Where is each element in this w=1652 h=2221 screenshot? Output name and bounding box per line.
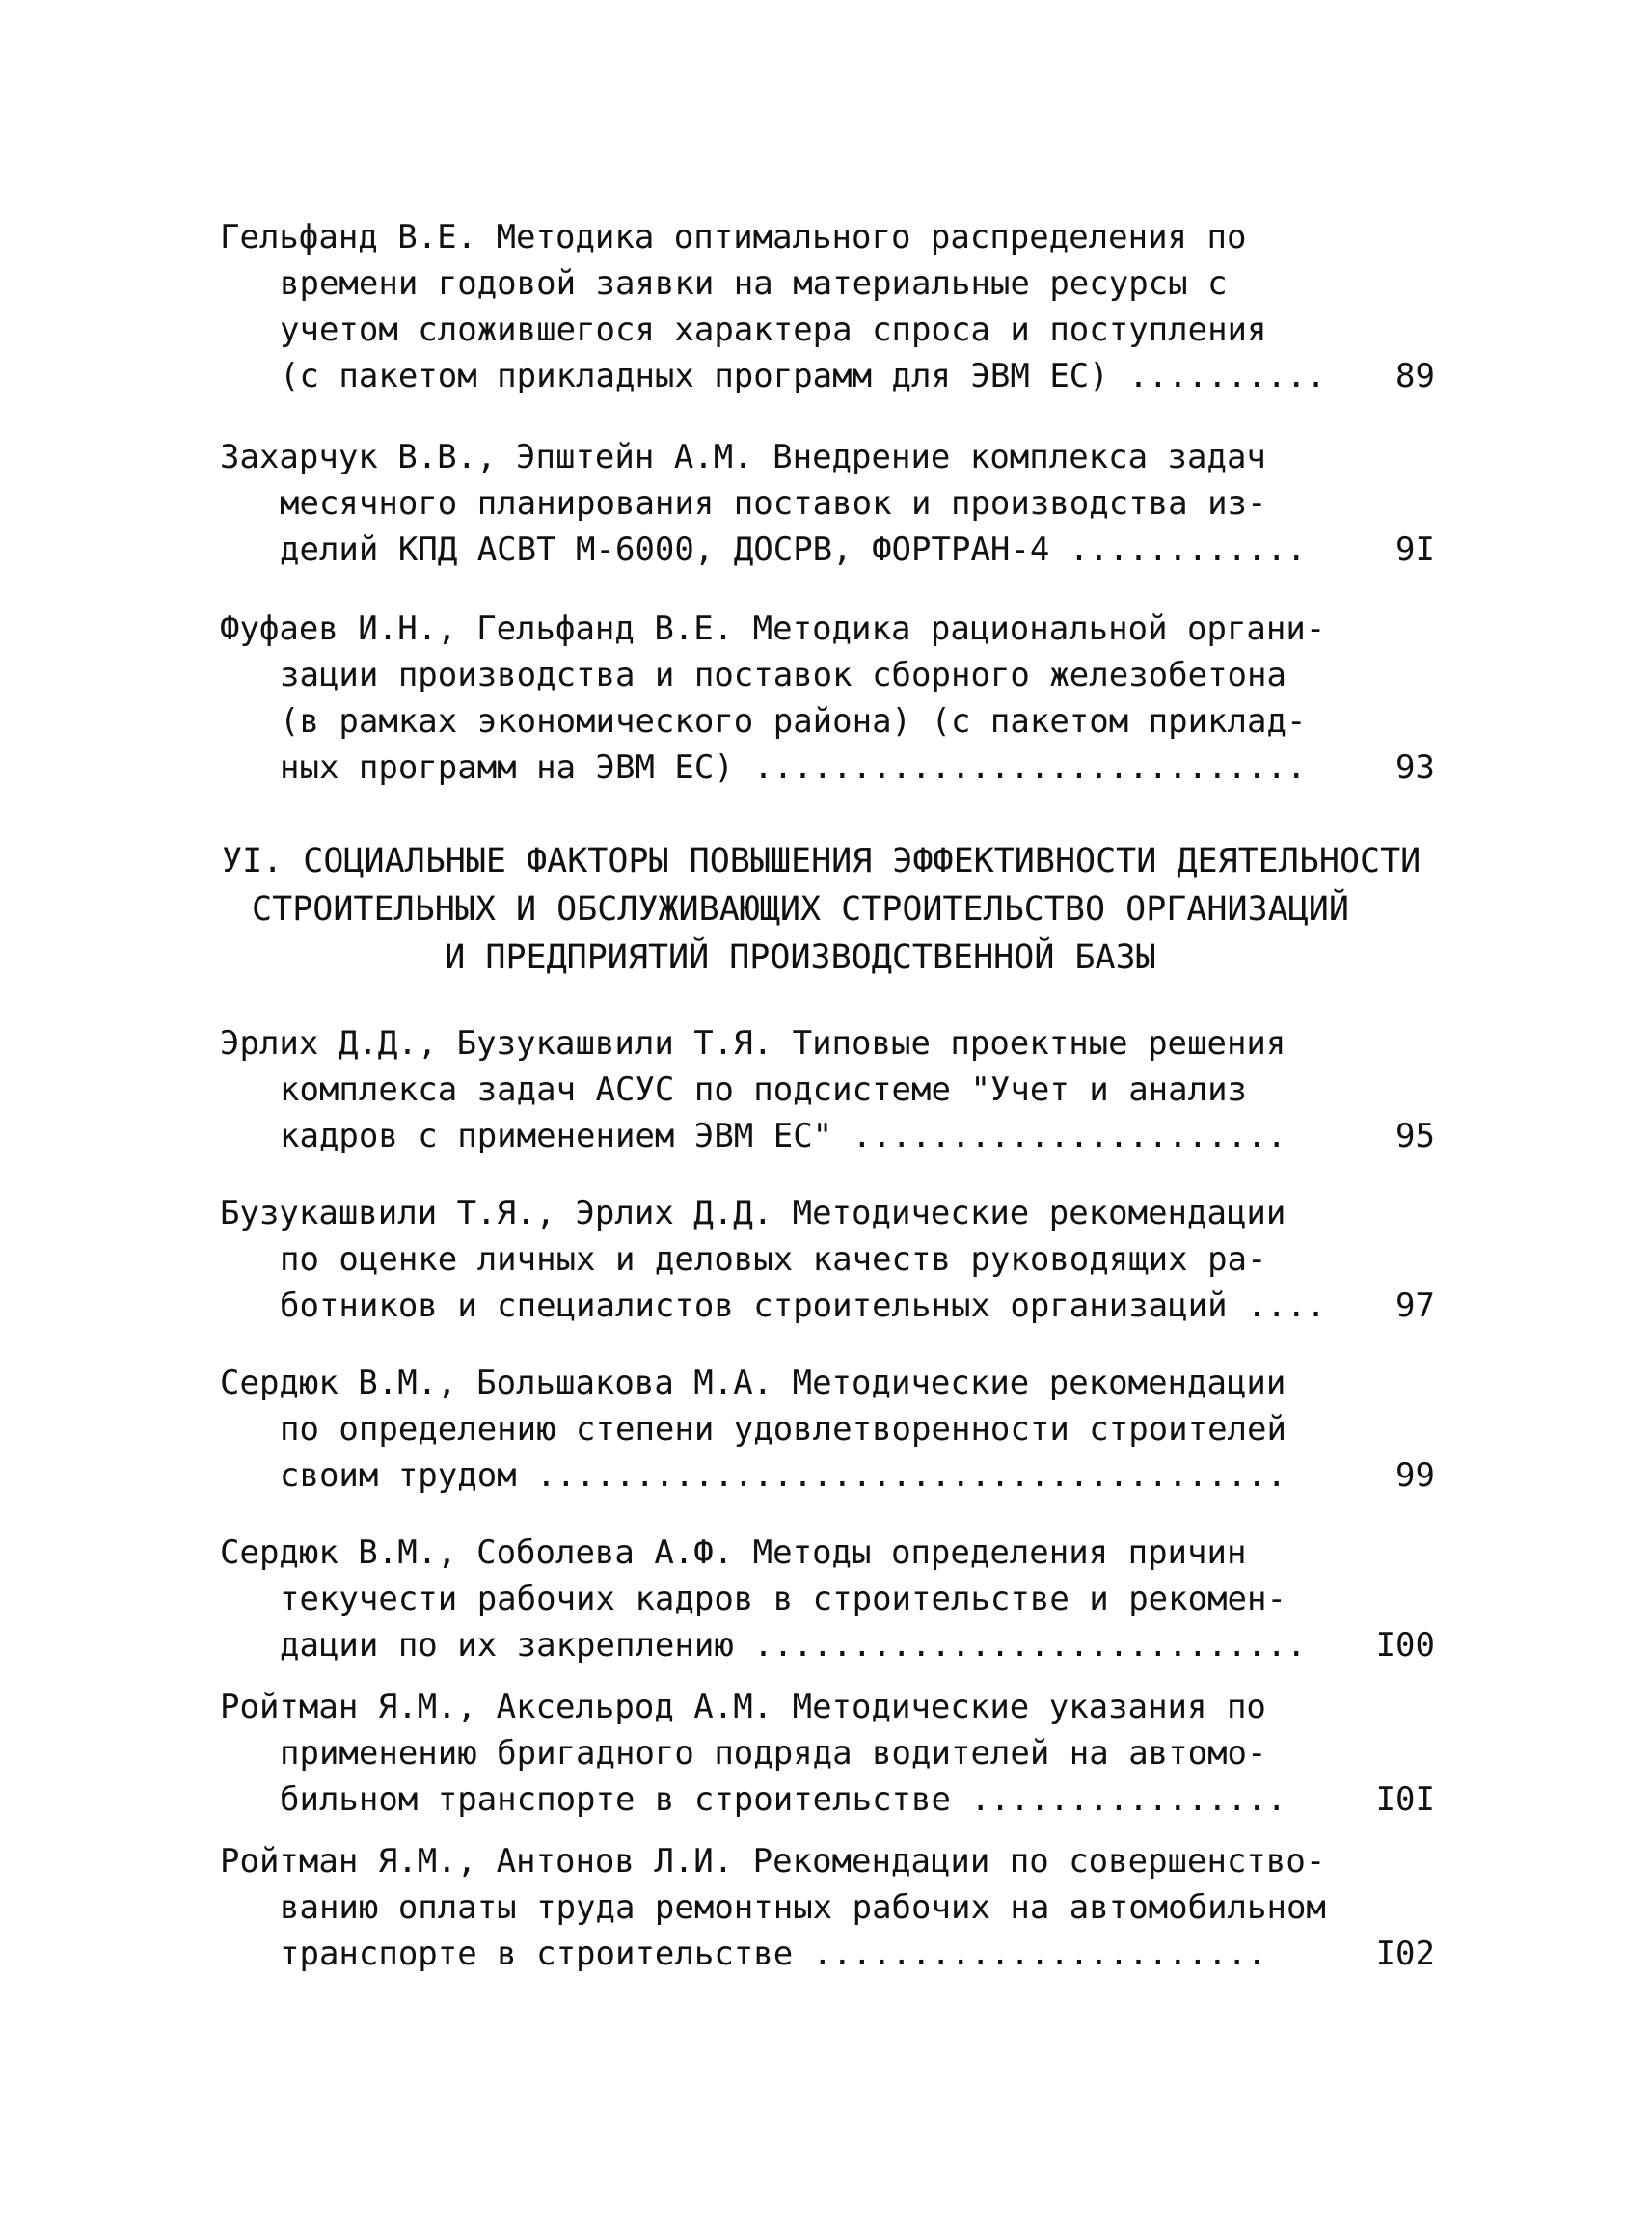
page-number: I0I (1375, 1780, 1435, 1819)
entry-line: зации производства и поставок сборного железобетона (280, 656, 1286, 694)
entry-line (220, 1113, 1435, 1159)
entry-line: учетом сложившегося характера спроса и поступления (280, 311, 1267, 349)
entry-line: по определению степени удовлетворенности строителей (280, 1410, 1286, 1449)
toc-entry-roitman-2 (220, 1838, 1435, 1977)
entry-line: по оценке личных и деловых качеств руководящих ра- (280, 1240, 1267, 1279)
page-number: I02 (1375, 1935, 1435, 1973)
toc-entry-buzukashvili (220, 1190, 1435, 1329)
entry-line-text: своим трудом ...................................... (280, 1456, 1286, 1495)
entry-line-text: (с пакетом прикладных программ для ЭВМ ЕС) .......... (280, 357, 1326, 395)
entry-line (220, 527, 1435, 573)
toc-entry-gelfand (220, 214, 1435, 399)
page-number: I00 (1375, 1626, 1435, 1665)
entry-line: (в рамках экономического района) (с пакетом приклад- (280, 702, 1307, 741)
toc-entry-serdyuk-1 (220, 1360, 1435, 1499)
section-heading-line: СТРОИТЕЛЬНЫХ И ОБСЛУЖИВАЮЩИХ СТРОИТЕЛЬСТВО ОРГАНИЗАЦИЙ (252, 890, 1349, 929)
entry-line: времени годовой заявки на материальные ресурсы с (280, 264, 1228, 303)
entry-line-text: транспорте в строительстве ....................... (280, 1935, 1267, 1973)
entry-line: ванию оплаты труда ремонтных рабочих на автомобильном (280, 1888, 1326, 1927)
section-heading-line: И ПРЕДПРИЯТИЙ ПРОИЗВОДСТВЕННОЙ БАЗЫ (445, 938, 1156, 977)
page-number: 93 (1395, 748, 1435, 787)
page-number: 99 (1395, 1456, 1435, 1495)
section-heading (222, 837, 1422, 982)
entry-line-text: ных программ на ЭВМ ЕС) ............................ (280, 748, 1307, 787)
entry-line (220, 1931, 1435, 1977)
entry-line (220, 1622, 1435, 1668)
section-heading-line: УI. СОЦИАЛЬНЫЕ ФАКТОРЫ ПОВЫШЕНИЯ ЭФФЕКТИВНОСТИ ДЕЯТЕЛЬНОСТИ (222, 842, 1422, 880)
toc-entry-roitman-1 (220, 1684, 1435, 1823)
toc-entry-serdyuk-2 (220, 1530, 1435, 1668)
entry-line (220, 1283, 1435, 1329)
entry-line: текучести рабочих кадров в строительстве и рекомен- (280, 1580, 1286, 1618)
entry-line (220, 745, 1435, 791)
entry-line: комплекса задач АСУС по подсистеме "Учет и анализ (280, 1070, 1248, 1109)
entry-line: Бузукашвили Т.Я., Эрлих Д.Д. Методические рекомендации (220, 1194, 1286, 1232)
entry-line (220, 353, 1435, 399)
entry-line (220, 1452, 1435, 1499)
entry-line-text: кадров с применением ЭВМ ЕС" ...................... (280, 1117, 1286, 1155)
page-number: 97 (1395, 1287, 1435, 1325)
page-number: 95 (1395, 1117, 1435, 1155)
entry-line: применению бригадного подряда водителей на автомо- (280, 1734, 1267, 1773)
entry-line: Ройтман Я.М., Аксельрод А.М. Методические указания по (220, 1688, 1266, 1726)
entry-line: Ройтман Я.М., Антонов Л.И. Рекомендации по совершенство- (220, 1842, 1326, 1881)
entry-line: Сердюк В.М., Соболева А.Ф. Методы определения причин (220, 1533, 1247, 1572)
entry-line (220, 1776, 1435, 1823)
entry-line: Фуфаев И.Н., Гельфанд В.Е. Методика рациональной органи- (220, 609, 1326, 648)
entry-line: Сердюк В.М., Большакова М.А. Методические рекомендации (220, 1364, 1286, 1402)
entry-line-text: ботников и специалистов строительных организаций .... (280, 1287, 1326, 1325)
entry-line: месячного планирования поставок и производства из- (280, 484, 1267, 523)
toc-entry-fufaev (220, 606, 1435, 791)
entry-line: Эрлих Д.Д., Бузукашвили Т.Я. Типовые проектные решения (220, 1024, 1286, 1063)
entry-line-text: дации по их закреплению ............................ (280, 1626, 1307, 1665)
entry-line: Захарчук В.В., Эпштейн А.М. Внедрение комплекса задач (220, 438, 1266, 476)
entry-line-text: делий КПД АСВТ М-6000, ДОСРВ, ФОРТРАН-4 ............ (280, 530, 1307, 569)
page-number: 89 (1395, 357, 1435, 395)
entry-line: Гельфанд В.Е. Методика оптимального распределения по (220, 218, 1247, 257)
toc-entry-zakharchuk (220, 434, 1435, 573)
entry-line-text: бильном транспорте в строительстве ................ (280, 1780, 1286, 1819)
page-number: 9I (1395, 530, 1435, 569)
toc-entry-erlikh (220, 1020, 1435, 1159)
